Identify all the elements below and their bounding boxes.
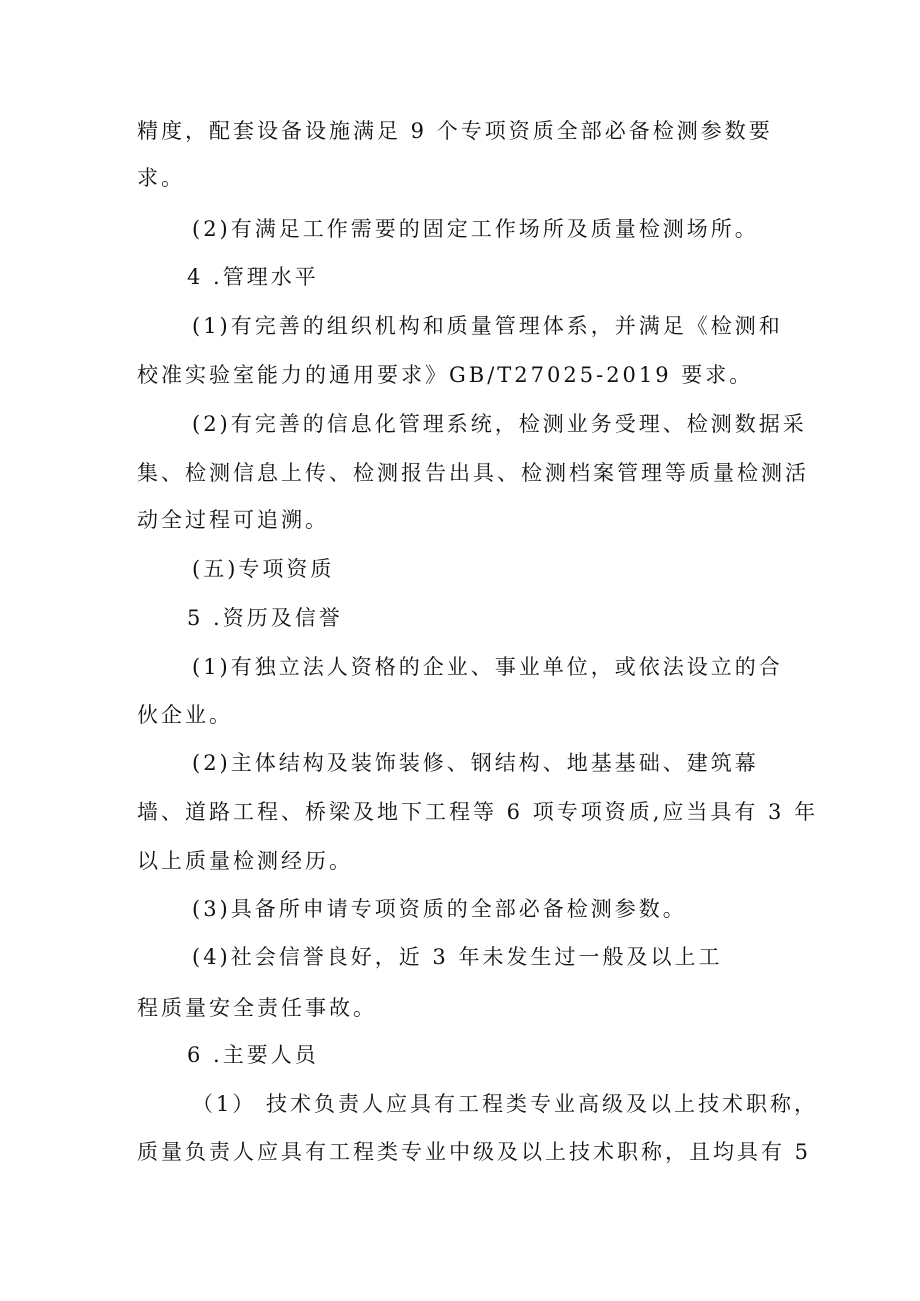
section-heading: 6 .主要人员 — [187, 1043, 319, 1067]
body-text-line: （1） 技术负责人应具有工程类专业高级及以上技术职称， — [192, 1092, 819, 1116]
body-text-line: (1)有完善的组织机构和质量管理体系，并满足《检测和 — [192, 314, 783, 338]
body-text-line: 墙、道路工程、桥梁及地下工程等 6 项专项资质,应当具有 3 年 — [137, 800, 819, 824]
section-heading: 4 .管理水平 — [187, 265, 319, 289]
body-text-line: (4)社会信誉良好，近 3 年未发生过一般及以上工 — [192, 945, 723, 969]
body-text-line: 程质量安全责任事故。 — [137, 996, 377, 1020]
body-text-line: (2)有满足工作需要的固定工作场所及质量检测场所。 — [192, 217, 759, 241]
body-text-line: (2)有完善的信息化管理系统，检测业务受理、检测数据采 — [192, 412, 807, 436]
body-text-line: 求。 — [137, 166, 185, 190]
body-text-line: 伙企业。 — [137, 703, 233, 727]
body-text-line: 以上质量检测经历。 — [137, 849, 353, 873]
body-text-line: (1)有独立法人资格的企业、事业单位，或依法设立的合 — [192, 655, 783, 679]
section-heading: 5 .资历及信誉 — [187, 606, 343, 630]
body-text-line: 集、检测信息上传、检测报告出具、检测档案管理等质量检测活 — [137, 461, 809, 485]
body-text-line: 精度，配套设备设施满足 9 个专项资质全部必备检测参数要 — [137, 119, 773, 143]
body-text-line: (3)具备所申请专项资质的全部必备检测参数。 — [192, 897, 687, 921]
body-text-line: 校准实验室能力的通用要求》GB/T27025-2019 要求。 — [137, 363, 754, 387]
body-text-line: 动全过程可追溯。 — [137, 508, 329, 532]
body-text-line: (2)主体结构及装饰装修、钢结构、地基基础、建筑幕 — [192, 751, 759, 775]
section-heading: (五)专项资质 — [192, 557, 335, 581]
body-text-line: 质量负责人应具有工程类专业中级及以上技术职称，且均具有 5 — [137, 1140, 812, 1164]
